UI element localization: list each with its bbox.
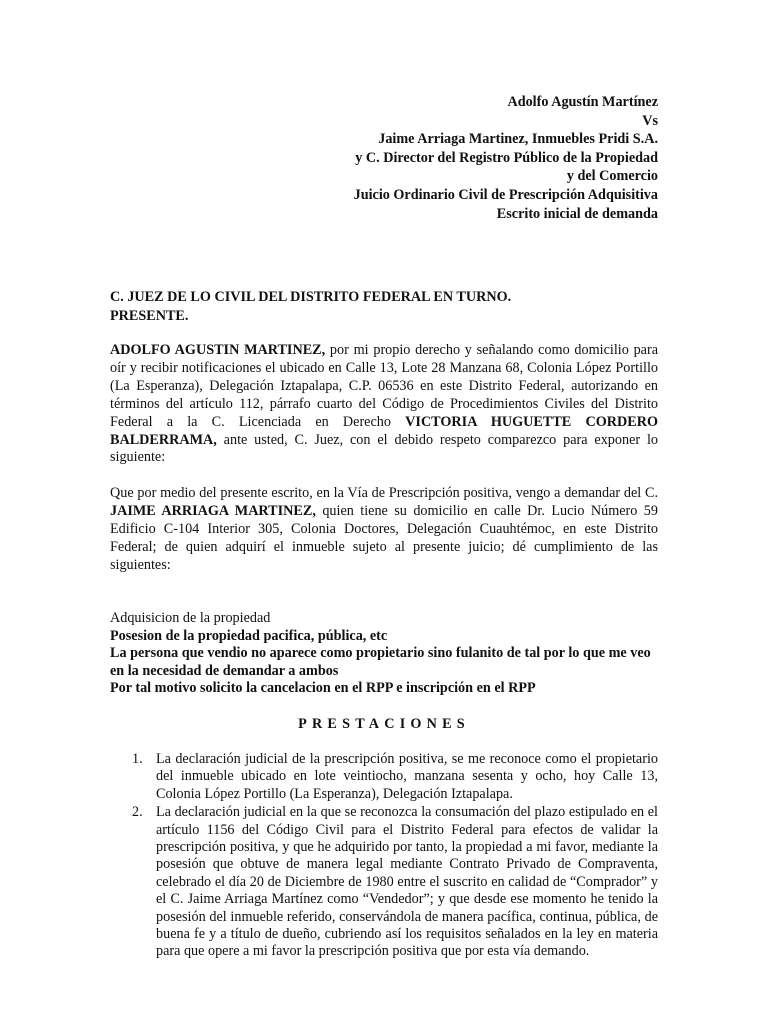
defendant-name: JAIME ARRIAGA MARTINEZ, — [110, 502, 316, 519]
list-item-number: 2. — [132, 804, 143, 821]
court-address — [110, 288, 658, 325]
note-possession: Posesion de la propiedad pacifica, pública, etc — [110, 627, 388, 644]
claim-text-b: quien tiene su domicilio en calle Dr. Lucio Número 59 Edificio C-104 Interior 305, Colonia Doctores, Delegación Cuauhtémoc, en este Distrito Federal; de quien adquirí el inmueble sujeto al presente juicio; dé cumplimiento de las siguientes: — [110, 502, 658, 573]
claim-text-a: Que por medio del presente escrito, en la Vía de Prescripción positiva, vengo a demandar del C. — [110, 485, 658, 501]
list-item — [110, 804, 658, 961]
claim-paragraph — [110, 485, 658, 575]
trial-type-line: Juicio Ordinario Civil de Prescripción Adquisitiva — [353, 186, 658, 203]
document-type-line: Escrito inicial de demanda — [496, 205, 658, 222]
intro-text-a: por mi propio derecho y señalando como domicilio para oír y recibir notificaciones el ubicado en Calle 13, Lote 28 Manzana 68, Colonia López Portillo (La Esperanza), Delegación Iztapalapa, C.P. 06536 en este Distrito Federal, autorizando en términos del artículo 112, párrafo cuarto del Código de Procedimientos Civiles del Distrito Federal a la C. Licenciada en Derecho — [110, 342, 658, 430]
court-present: PRESENTE. — [110, 307, 189, 324]
court-name: C. JUEZ DE LO CIVIL DEL DISTRITO FEDERAL EN TURNO. — [110, 289, 512, 305]
plaintiff-name: ADOLFO AGUSTIN MARTINEZ, — [110, 342, 326, 358]
notes-block — [110, 610, 658, 698]
intro-paragraph — [110, 342, 658, 467]
case-header — [138, 93, 658, 223]
list-item-number: 1. — [132, 751, 143, 767]
note-cancellation: Por tal motivo solicito la cancelacion en el RPP e inscripción en el RPP — [110, 680, 536, 697]
prestaciones-list — [110, 751, 658, 962]
intro-text-b: ante usted, C. Juez, con el debido respeto comparezco para exponer lo siguiente: — [110, 431, 658, 466]
prestaciones-heading: PRESTACIONES — [298, 716, 470, 732]
defendants-line: Jaime Arriaga Martinez, Inmuebles Pridi S.A. — [378, 131, 658, 148]
lawyer-name: VICTORIA HUGUETTE CORDERO BALDERRAMA, — [110, 413, 658, 448]
note-acquisition: Adquisicion de la propiedad — [110, 610, 271, 626]
list-item-text: La declaración judicial en la que se reconozca la consumación del plazo estipulado en el artículo 1156 del Código Civil para el Distrito Federal para efectos de validar la prescripción positiva, y que he adquirido por tanto, la propiedad a mi favor, mediante la posesión que obtuve de manera legal mediante Contrato Privado de Compraventa, celebrado el día 20 de Diciembre de 1980 entre el suscrito en calidad de “Comprador” y el C. Jaime Arriaga Martínez como “Vendedor”; y que desde ese momento he tenido la posesión del inmueble referido, conservándola de manera pacífica, continua, pública, de buena fe y a título de dueño, cubriendo así los requisitos señalados en la ley en materia para que opere a mi favor la prescripción positiva que por esta vía demando. — [156, 804, 658, 960]
list-item — [110, 751, 658, 803]
versus-line: Vs — [642, 112, 658, 129]
registry-line: y C. Director del Registro Público de la Propiedad — [355, 149, 658, 166]
note-seller: La persona que vendio no aparece como propietario sino fulanito de tal por lo que me veo en la necesidad de demandar a ambos — [110, 645, 651, 679]
list-item-text: La declaración judicial de la prescripción positiva, se me reconoce como el propietario del inmueble ubicado en lote veintiocho, manzana sesenta y ocho, hoy Calle 13, Colonia López Portillo (La Esperanza), Delegación Iztapalapa. — [156, 751, 658, 802]
commerce-line: y del Comercio — [566, 168, 658, 185]
plaintiff-line: Adolfo Agustín Martínez — [507, 94, 658, 110]
